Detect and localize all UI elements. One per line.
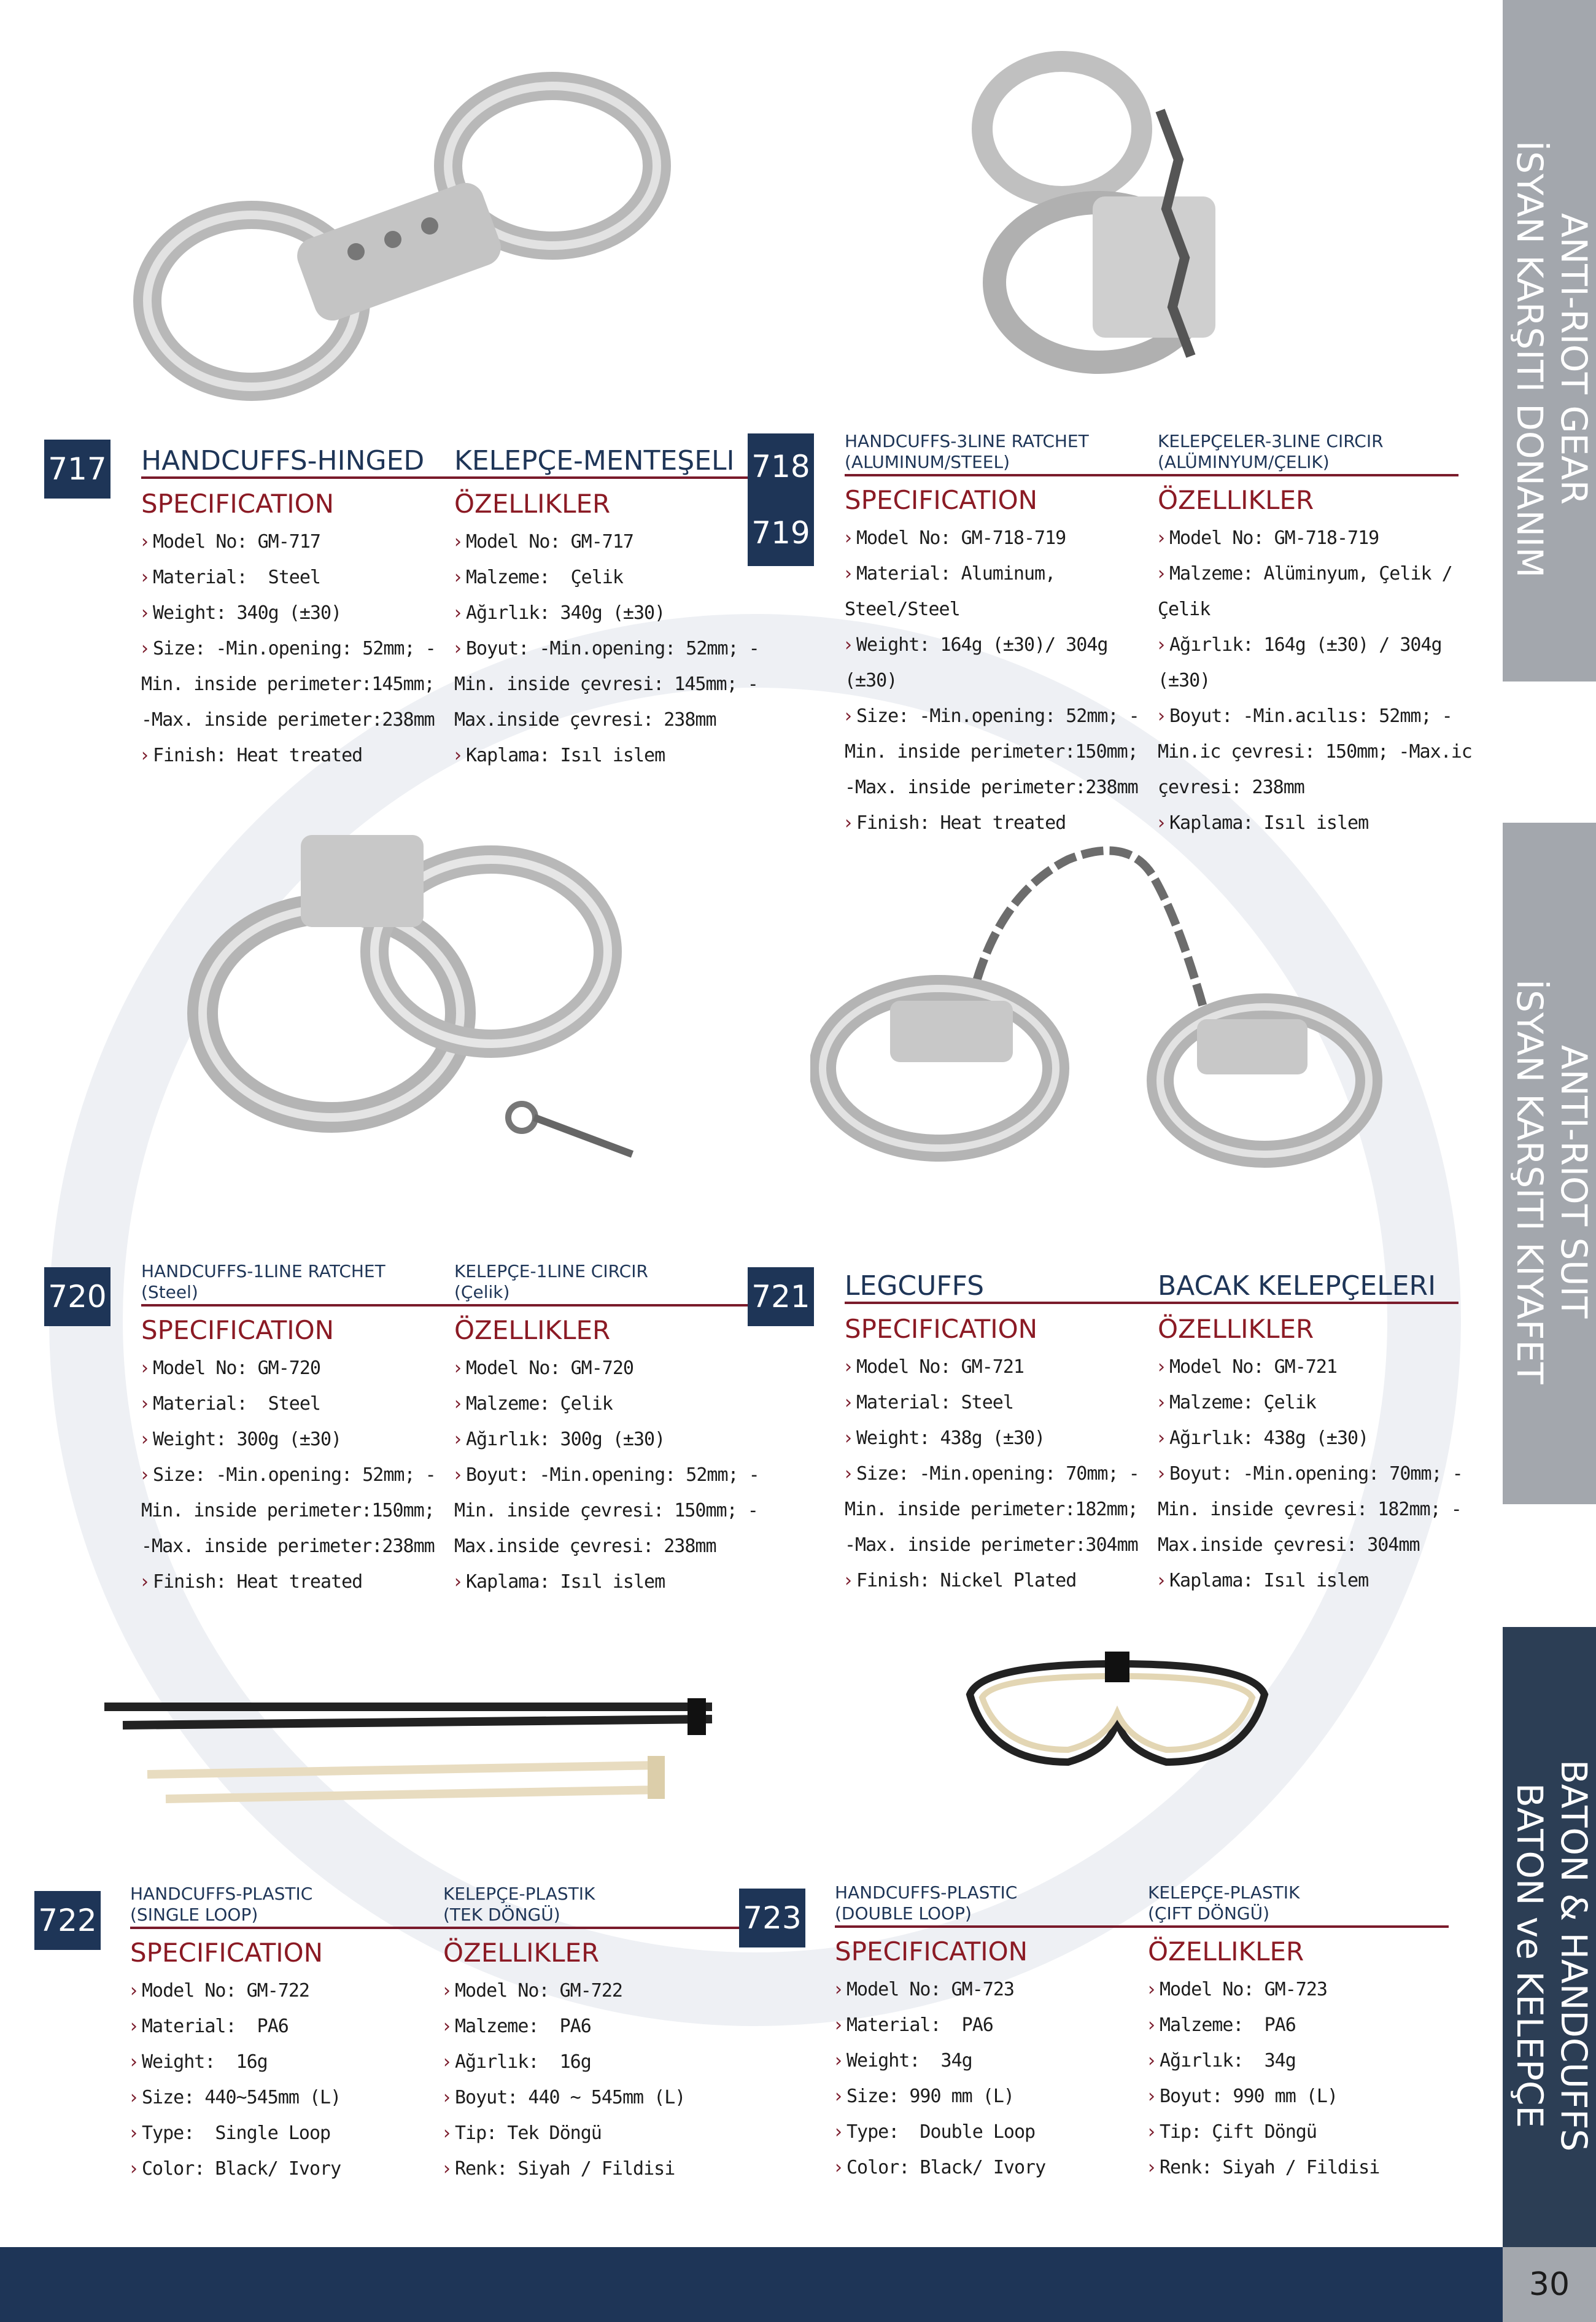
spec-item: › Weight: 340g (±30) xyxy=(141,602,342,624)
spec-item: › Material: Steel xyxy=(141,567,320,588)
spec-item: › Boyut: -Min.opening: 52mm; -Min. inside çevresi: 145mm; -Max.inside çevresi: 238mm xyxy=(454,638,759,731)
spec-item: › Finish: Nickel Plated xyxy=(845,1570,1077,1591)
ratchet-handcuffs-1line-image xyxy=(160,810,663,1191)
specification-heading: SPECIFICATION xyxy=(845,485,1038,515)
product-720-en xyxy=(141,1260,454,1600)
product-number-718: 718 xyxy=(751,449,810,484)
product-723-tr xyxy=(1148,1881,1461,2186)
spec-item: › Size: -Min.opening: 52mm; -Min. inside perimeter:150mm; -Max. inside perimeter:238mm xyxy=(141,1464,445,1557)
spec-item: › Model No: GM-718-719 xyxy=(1158,527,1379,549)
spec-item: › Finish: Heat treated xyxy=(845,812,1066,834)
spec-item: › Renk: Siyah / Fildisi xyxy=(1148,2157,1380,2178)
spec-item: › Model No: GM-717 xyxy=(141,531,320,553)
spec-item: › Malzeme: Çelik xyxy=(1158,1392,1316,1413)
spec-item: › Color: Black/ Ivory xyxy=(835,2157,1046,2178)
ratchet-handcuffs-3line-image xyxy=(958,37,1277,405)
spec-item: › Malzeme: PA6 xyxy=(1148,2014,1296,2036)
spec-item: › Model No: GM-720 xyxy=(454,1357,633,1379)
spec-item: › Weight: 438g (±30) xyxy=(845,1427,1045,1449)
product-title-tr: KELEPÇE-PLASTIK (TEK DÖNGÜ) xyxy=(443,1884,595,1925)
ozellikler-heading: ÖZELLIKLER xyxy=(1158,485,1314,515)
product-717-en xyxy=(141,433,454,774)
spec-item: › Kaplama: Isıl islem xyxy=(454,1571,665,1593)
spec-list-tr xyxy=(1158,1349,1489,1599)
spec-item: › Tip: Tek Döngü xyxy=(443,2122,602,2144)
tab-label-tr: İSYAN KARŞITI KIYAFET xyxy=(1509,979,1551,1384)
spec-item: › Size: -Min.opening: 52mm; -Min. inside perimeter:150mm; -Max. inside perimeter:238mm xyxy=(845,705,1149,798)
spec-item: › Malzeme: Alüminyum, Çelik / Çelik xyxy=(1158,563,1463,620)
product-title-tr: KELEPÇE-MENTEŞELI xyxy=(454,445,735,476)
spec-item: › Weight: 164g (±30)/ 304g (±30) xyxy=(845,634,1118,691)
spec-item: › Material: Steel xyxy=(141,1393,320,1415)
legcuffs-image xyxy=(810,823,1387,1191)
page-number: 30 xyxy=(1503,2247,1596,2322)
spec-item: › Model No: GM-721 xyxy=(845,1356,1024,1378)
specification-heading: SPECIFICATION xyxy=(141,1315,335,1345)
specification-heading: SPECIFICATION xyxy=(141,489,335,519)
spec-item: › Ağırlık: 438g (±30) xyxy=(1158,1427,1369,1449)
spec-item: › Weight: 300g (±30) xyxy=(141,1429,342,1450)
product-number-717: 717 xyxy=(44,440,110,499)
product-title-en: HANDCUFFS-3LINE RATCHET (ALUMINUM/STEEL) xyxy=(845,431,1089,472)
spec-item: › Renk: Siyah / Fildisi xyxy=(443,2158,675,2180)
tab-anti-riot-suit[interactable] xyxy=(1503,823,1596,1504)
spec-item: › Malzeme: Çelik xyxy=(454,567,623,588)
product-number-718-719 xyxy=(748,433,814,566)
product-title-en: HANDCUFFS-PLASTIC (SINGLE LOOP) xyxy=(130,1884,313,1925)
spec-item: › Ağırlık: 300g (±30) xyxy=(454,1429,665,1450)
spec-item: › Material: Aluminum, Steel/Steel xyxy=(845,563,1066,620)
spec-item: › Ağırlık: 34g xyxy=(1148,2050,1296,2072)
ozellikler-heading: ÖZELLIKLER xyxy=(1158,1314,1314,1344)
spec-item: › Ağırlık: 16g xyxy=(443,2051,591,2073)
spec-item: › Finish: Heat treated xyxy=(141,745,363,766)
tab-label-tr: İSYAN KARŞITI DONANIM xyxy=(1509,140,1551,578)
spec-item: › Boyut: 990 mm (L) xyxy=(1148,2086,1338,2107)
spec-item: › Ağırlık: 340g (±30) xyxy=(454,602,665,624)
product-title-en: HANDCUFFS-HINGED xyxy=(141,445,425,476)
spec-list-en xyxy=(845,1349,1158,1599)
spec-item: › Tip: Çift Döngü xyxy=(1148,2121,1317,2143)
spec-list-tr xyxy=(1158,521,1489,841)
spec-item: › Model No: GM-722 xyxy=(443,1980,622,2002)
product-720-tr xyxy=(454,1260,767,1600)
hinged-handcuffs-image xyxy=(98,68,700,411)
product-title-en: LEGCUFFS xyxy=(845,1270,985,1302)
spec-item: › Model No: GM-723 xyxy=(1148,1979,1327,2000)
product-number-721: 721 xyxy=(748,1267,814,1326)
spec-item: › Malzeme: PA6 xyxy=(443,2016,591,2037)
tab-anti-riot-gear[interactable] xyxy=(1503,0,1596,681)
specification-heading: SPECIFICATION xyxy=(835,1936,1028,1967)
spec-item: › Material: Steel xyxy=(845,1392,1013,1413)
spec-list-en xyxy=(835,1972,1148,2186)
product-title-en: HANDCUFFS-PLASTIC (DOUBLE LOOP) xyxy=(835,1882,1018,1924)
product-721-tr xyxy=(1158,1259,1489,1599)
spec-item: › Ağırlık: 164g (±30) / 304g (±30) xyxy=(1158,634,1452,691)
spec-item: › Malzeme: Çelik xyxy=(454,1393,613,1415)
spec-item: › Model No: GM-722 xyxy=(130,1980,309,2002)
product-718-en xyxy=(845,430,1158,841)
spec-item: › Boyut: 440 ~ 545mm (L) xyxy=(443,2087,686,2108)
footer-bar xyxy=(0,2247,1503,2322)
product-number-720: 720 xyxy=(44,1267,110,1326)
spec-item: › Model No: GM-718-719 xyxy=(845,527,1066,549)
tab-label-en: BATON & HANDCUFFS xyxy=(1553,1759,1595,2152)
spec-item: › Model No: GM-717 xyxy=(454,531,633,553)
spec-list-tr xyxy=(454,524,767,774)
spec-item: › Kaplama: Isıl islem xyxy=(454,745,665,766)
spec-list-tr xyxy=(1148,1972,1461,2186)
product-title-en: HANDCUFFS-1LINE RATCHET (Steel) xyxy=(141,1261,385,1302)
spec-item: › Kaplama: Isıl islem xyxy=(1158,1570,1369,1591)
spec-item: › Boyut: -Min.opening: 52mm; -Min. inside çevresi: 150mm; -Max.inside çevresi: 238mm xyxy=(454,1464,759,1557)
product-718-tr xyxy=(1158,430,1489,841)
specification-heading: SPECIFICATION xyxy=(845,1314,1038,1344)
ozellikler-heading: ÖZELLIKLER xyxy=(454,1315,611,1345)
specification-heading: SPECIFICATION xyxy=(130,1938,323,1968)
spec-item: › Weight: 34g xyxy=(835,2050,972,2072)
spec-item: › Type: Double Loop xyxy=(835,2121,1036,2143)
spec-item: › Type: Single Loop xyxy=(130,2122,331,2144)
spec-item: › Weight: 16g xyxy=(130,2051,268,2073)
spec-item: › Material: PA6 xyxy=(130,2016,289,2037)
tab-label-en: ANTI-RIOT SUIT xyxy=(1553,1045,1595,1319)
spec-list-en xyxy=(130,1973,443,2187)
product-721-en xyxy=(845,1259,1158,1599)
product-title-tr: KELEPÇE-PLASTIK (ÇIFT DÖNGÜ) xyxy=(1148,1882,1300,1924)
spec-list-en xyxy=(141,524,454,774)
ozellikler-heading: ÖZELLIKLER xyxy=(454,489,611,519)
plastic-cuffs-double-loop-image xyxy=(958,1639,1277,1793)
spec-item: › Boyut: -Min.acılıs: 52mm; -Min.ic çevresi: 150mm; -Max.ic çevresi: 238mm xyxy=(1158,705,1482,798)
product-title-tr: BACAK KELEPÇELERI xyxy=(1158,1270,1436,1302)
product-722-en xyxy=(130,1882,443,2187)
tab-label-en: ANTI-RIOT GEAR xyxy=(1553,213,1595,505)
spec-list-tr xyxy=(454,1351,767,1600)
spec-item: › Boyut: -Min.opening: 70mm; -Min. inside çevresi: 182mm; -Max.inside çevresi: 304mm xyxy=(1158,1463,1463,1556)
product-722-tr xyxy=(443,1882,756,2187)
spec-list-tr xyxy=(443,1973,756,2187)
ozellikler-heading: ÖZELLIKLER xyxy=(443,1938,600,1968)
product-717-tr xyxy=(454,433,767,774)
plastic-cuffs-single-loop-image xyxy=(98,1695,730,1830)
tab-label-tr: BATON ve KELEPÇE xyxy=(1509,1782,1551,2129)
spec-item: › Finish: Heat treated xyxy=(141,1571,363,1593)
spec-list-en xyxy=(845,521,1158,841)
spec-item: › Size: 440~545mm (L) xyxy=(130,2087,341,2108)
spec-item: › Size: 990 mm (L) xyxy=(835,2086,1014,2107)
spec-item: › Material: PA6 xyxy=(835,2014,993,2036)
spec-item: › Size: -Min.opening: 52mm; -Min. inside perimeter:145mm; -Max. inside perimeter:238mm xyxy=(141,638,445,731)
spec-item: › Kaplama: Isıl islem xyxy=(1158,812,1369,834)
tab-baton-handcuffs[interactable] xyxy=(1503,1627,1596,2247)
spec-list-en xyxy=(141,1351,454,1600)
product-title-tr: KELEPÇELER-3LINE CIRCIR (ALÜMINYUM/ÇELIK) xyxy=(1158,431,1384,472)
spec-item: › Color: Black/ Ivory xyxy=(130,2158,341,2180)
ozellikler-heading: ÖZELLIKLER xyxy=(1148,1936,1304,1967)
product-723-en xyxy=(835,1881,1148,2186)
product-number-723: 723 xyxy=(739,1889,805,1947)
product-number-719: 719 xyxy=(751,515,810,551)
spec-item: › Model No: GM-720 xyxy=(141,1357,320,1379)
product-title-tr: KELEPÇE-1LINE CIRCIR (Çelik) xyxy=(454,1261,648,1302)
spec-item: › Model No: GM-721 xyxy=(1158,1356,1337,1378)
spec-item: › Size: -Min.opening: 70mm; -Min. inside perimeter:182mm; -Max. inside perimeter:304mm xyxy=(845,1463,1149,1556)
spec-item: › Model No: GM-723 xyxy=(835,1979,1014,2000)
product-number-722: 722 xyxy=(34,1891,101,1950)
